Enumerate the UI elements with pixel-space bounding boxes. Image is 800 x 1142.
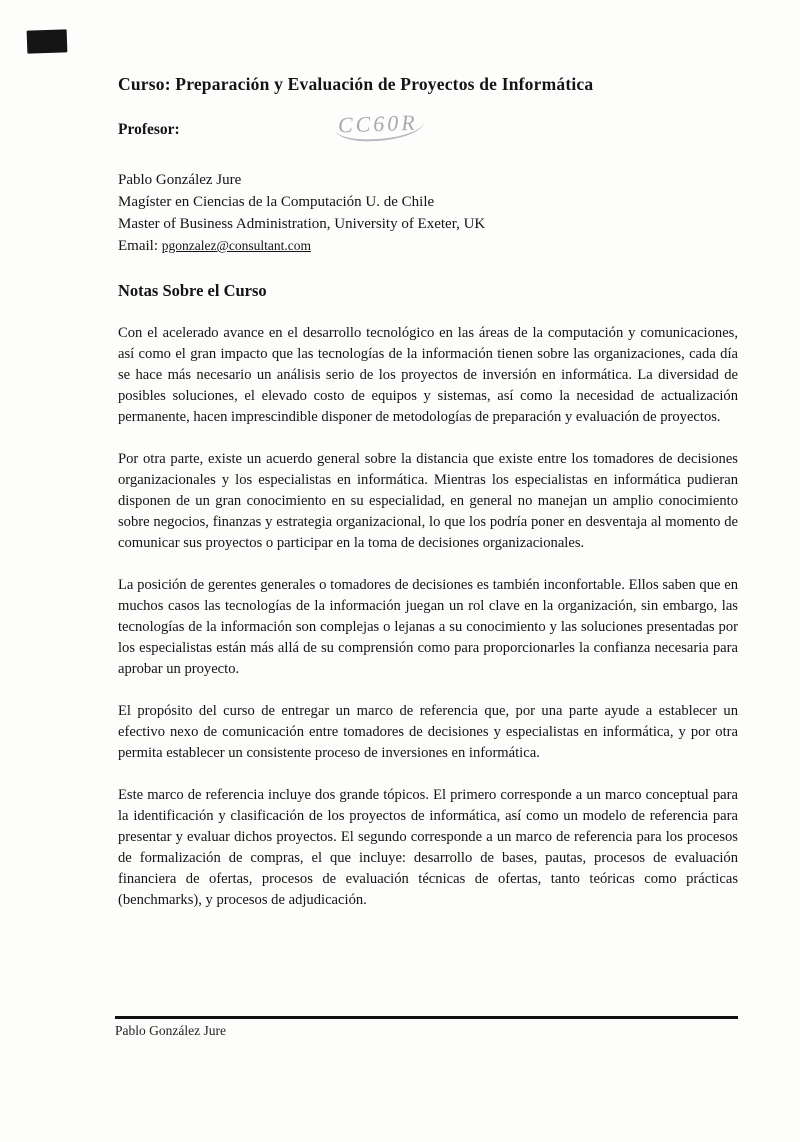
course-title: Curso: Preparación y Evaluación de Proyectos de Informática <box>118 74 594 94</box>
email-link[interactable]: pgonzalez@consultant.com <box>161 238 312 253</box>
email-line <box>118 235 738 257</box>
paragraph-5: Este marco de referencia incluye dos grande tópicos. El primero corresponde a un marco conceptual para la identificación y clasificación de los proyectos de informática, así como un modelo de referencia para presentar y evaluar dichos proyectos. El segundo corresponde a un marco de referencia para los procesos de formalización de compras, el que incluye: desarrollo de bases, pautas, procesos de evaluación financiera de ofertas, procesos de evaluación técnicas de ofertas, tanto teóricas como prácticas (benchmarks), y procesos de adjudicación. <box>118 787 738 908</box>
scan-artifact-mark <box>27 29 68 53</box>
section-heading-notas: Notas Sobre el Curso <box>118 281 267 300</box>
professor-degree-1: Magíster en Ciencias de la Computación U. de Chile <box>118 194 435 210</box>
email-label: Email: <box>118 238 162 254</box>
paragraph-2: Por otra parte, existe un acuerdo general sobre la distancia que existe entre los tomadores de decisiones organizacionales y los especialistas en informática. Mientras los especialistas en informática pudieran disponen de un gran conocimiento en su especialidad, en general no manejan un amplio conocimiento sobre negocios, finanzas y estrategia organizacional, lo que los podría poner en desventaja al momento de comunicar sus proyectos o participar en la toma de decisiones organizacionales. <box>118 451 738 551</box>
paragraph-1: Con el acelerado avance en el desarrollo tecnológico en las áreas de la computación y comunicaciones, así como el gran impacto que las tecnologías de la información tienen sobre las organizaciones, cada día se hace más necesario un análisis serio de los proyectos de inversión en informática. La diversidad de posibles soluciones, el elevado costo de equipos y sistemas, así como la necesidad de actualización permanente, hacen imprescindible disponer de metodologías de preparación y evaluación de proyectos. <box>118 325 738 425</box>
paragraph-3: La posición de gerentes generales o tomadores de decisiones es también inconfortable. Ellos saben que en muchos casos las tecnologías de la información juegan un rol clave en la organización, sin embargo, las tecnologías de la información son complejas o lejanas a su conocimiento y las soluciones presentadas por los especialistas están más allá de su comprensión como para proporcionarles la confianza necesaria para aprobar un proyecto. <box>118 577 738 677</box>
paragraph-4: El propósito del curso de entregar un marco de referencia que, por una parte ayude a establecer un efectivo nexo de comunicación entre tomadores de decisiones y especialistas en informática, y por otra permita establecer un consistente proceso de inversiones en informática. <box>118 703 738 761</box>
document-content <box>118 74 738 932</box>
footer-author: Pablo González Jure <box>115 1023 226 1038</box>
professor-label: Profesor: <box>118 121 180 138</box>
professor-details <box>118 169 738 257</box>
page-footer <box>115 1016 738 1039</box>
footer-rule <box>115 1016 738 1019</box>
handwritten-annotation: CC60R <box>336 109 425 142</box>
professor-degree-2: Master of Business Administration, University of Exeter, UK <box>118 216 486 232</box>
professor-name: Pablo González Jure <box>118 172 242 188</box>
professor-row <box>118 109 738 139</box>
